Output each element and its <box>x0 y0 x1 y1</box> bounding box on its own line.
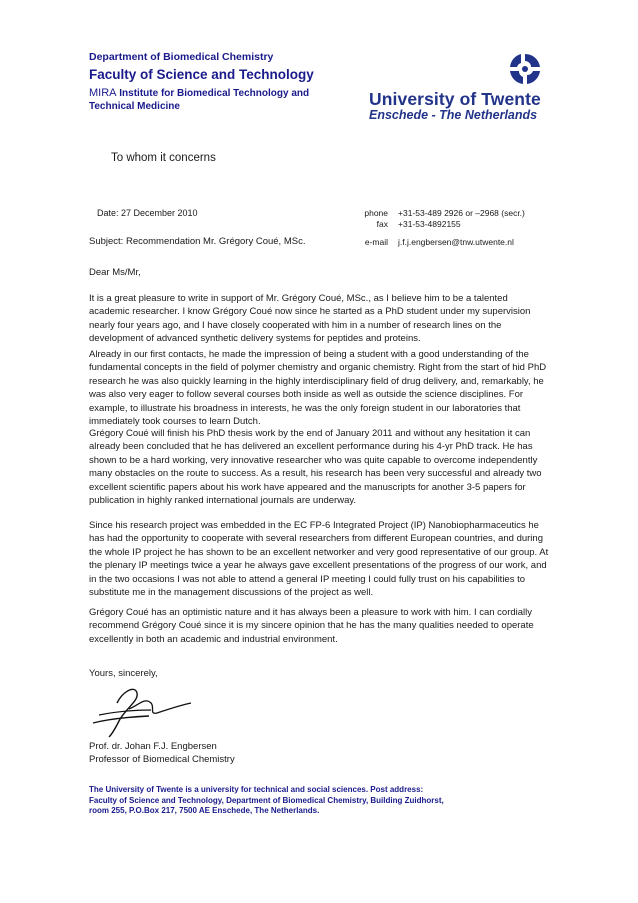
signature-image <box>89 681 199 739</box>
paragraph-3: Grégory Coué will finish his PhD thesis work by the end of January 2011 and without any hesitation it can already been concluded that he has delivered an excellent performance during his 4-yr PhD track. He has shown to be a hard working, very innovative researcher who was quite capable to overcome independently many obstacles on the route to success. As a result, his research has been very successful and already two excellent scientific papers about his work have appeared and the manuscripts for another 3-5 papers for publication in highly ranked international journals are underway. <box>89 428 542 507</box>
institute-acronym: MIRA <box>89 87 117 99</box>
contact-label: e-mail <box>364 237 388 247</box>
faculty-name: Faculty of Science and Technology <box>89 67 314 82</box>
contact-value: +31-53-489 2926 or –2968 (secr.) <box>398 208 525 218</box>
institute-full-name: Institute for Biomedical Technology and Technical Medicine <box>89 88 310 112</box>
letter-subject: Subject: Recommendation Mr. Grégory Coué, MSc. <box>89 236 306 247</box>
paragraph-1: It is a great pleasure to write in support of Mr. Grégory Coué, MSc., as I believe him to be a talented academic researcher. I know Grégory Coué now since he started as a PhD student under my supervision nearly four years ago, and I have closely cooperated with him in a number of research lines on the development of advanced synthetic delivery systems for peptides and proteins. <box>89 293 531 345</box>
contact-label: fax <box>376 219 388 229</box>
paragraph-2: Already in our first contacts, he made the impression of being a student with a good understanding of the fundamental concepts in the field of polymer chemistry and organic chemistry. Right from the start of hid PhD research he was also quickly learning in the highly interdisciplinary field of drug delivery, and, remarkably, he was also very eager to follow several courses both inside as well as outside the science disciplines. For example, to illustrate his broadness in interests, he was the only foreign student in our laboratories that immediately took courses to learn Dutch. <box>89 349 547 428</box>
letter-footer: The University of Twente is a university for technical and social sciences. Post address: Faculty of Science and Technology, Department of Biomedical Chemistry, Building Zuidhorst, room 255, P.O.Box 217, 7500 AE Enschede, The Netherlands. <box>89 785 444 815</box>
contact-row-phone <box>350 208 525 219</box>
signer-title: Professor of Biomedical Chemistry <box>89 754 235 765</box>
letter-date: Date: 27 December 2010 <box>97 208 198 218</box>
paragraph-5: Grégory Coué has an optimistic nature and it has always been a pleasure to work with him. I can cordially recommend Grégory Coué since it is my sincere opinion that he has the many qualities needed to operate excellently in both an academic and industrial environment. <box>89 607 534 645</box>
university-name: University of Twente <box>369 89 541 109</box>
university-location: Enschede - The Netherlands <box>369 108 538 122</box>
closing: Yours, sincerely, <box>89 668 158 679</box>
contact-block <box>350 208 525 248</box>
institute-name <box>89 87 329 113</box>
university-logo-icon <box>507 52 543 86</box>
contact-row-email <box>350 237 525 248</box>
salutation: Dear Ms/Mr, <box>89 267 141 278</box>
paragraph-4: Since his research project was embedded in the EC FP-6 Integrated Project (IP) Nanobiopharmaceutics he has had the opportunity to cooperate with several researchers from different European countries, and during the whole IP project he has shown to be an excellent networker and very good representative of our group. At the plenary IP meetings twice a year he always gave excellent presentations of the progress of our work, and in the two occasions I was not able to attend a general IP meeting I could fully trust on his capabilities to substitute me in the management discussions of the project as well. <box>89 520 549 599</box>
contact-value: +31-53-4892155 <box>398 219 461 229</box>
addressee: To whom it concerns <box>111 152 216 164</box>
department-name: Department of Biomedical Chemistry <box>89 51 274 63</box>
signer-block <box>89 740 235 766</box>
contact-label: phone <box>364 208 388 218</box>
contact-row-fax <box>350 219 525 230</box>
signer-name: Prof. dr. Johan F.J. Engbersen <box>89 741 217 752</box>
contact-value: j.f.j.engbersen@tnw.utwente.nl <box>398 237 514 247</box>
